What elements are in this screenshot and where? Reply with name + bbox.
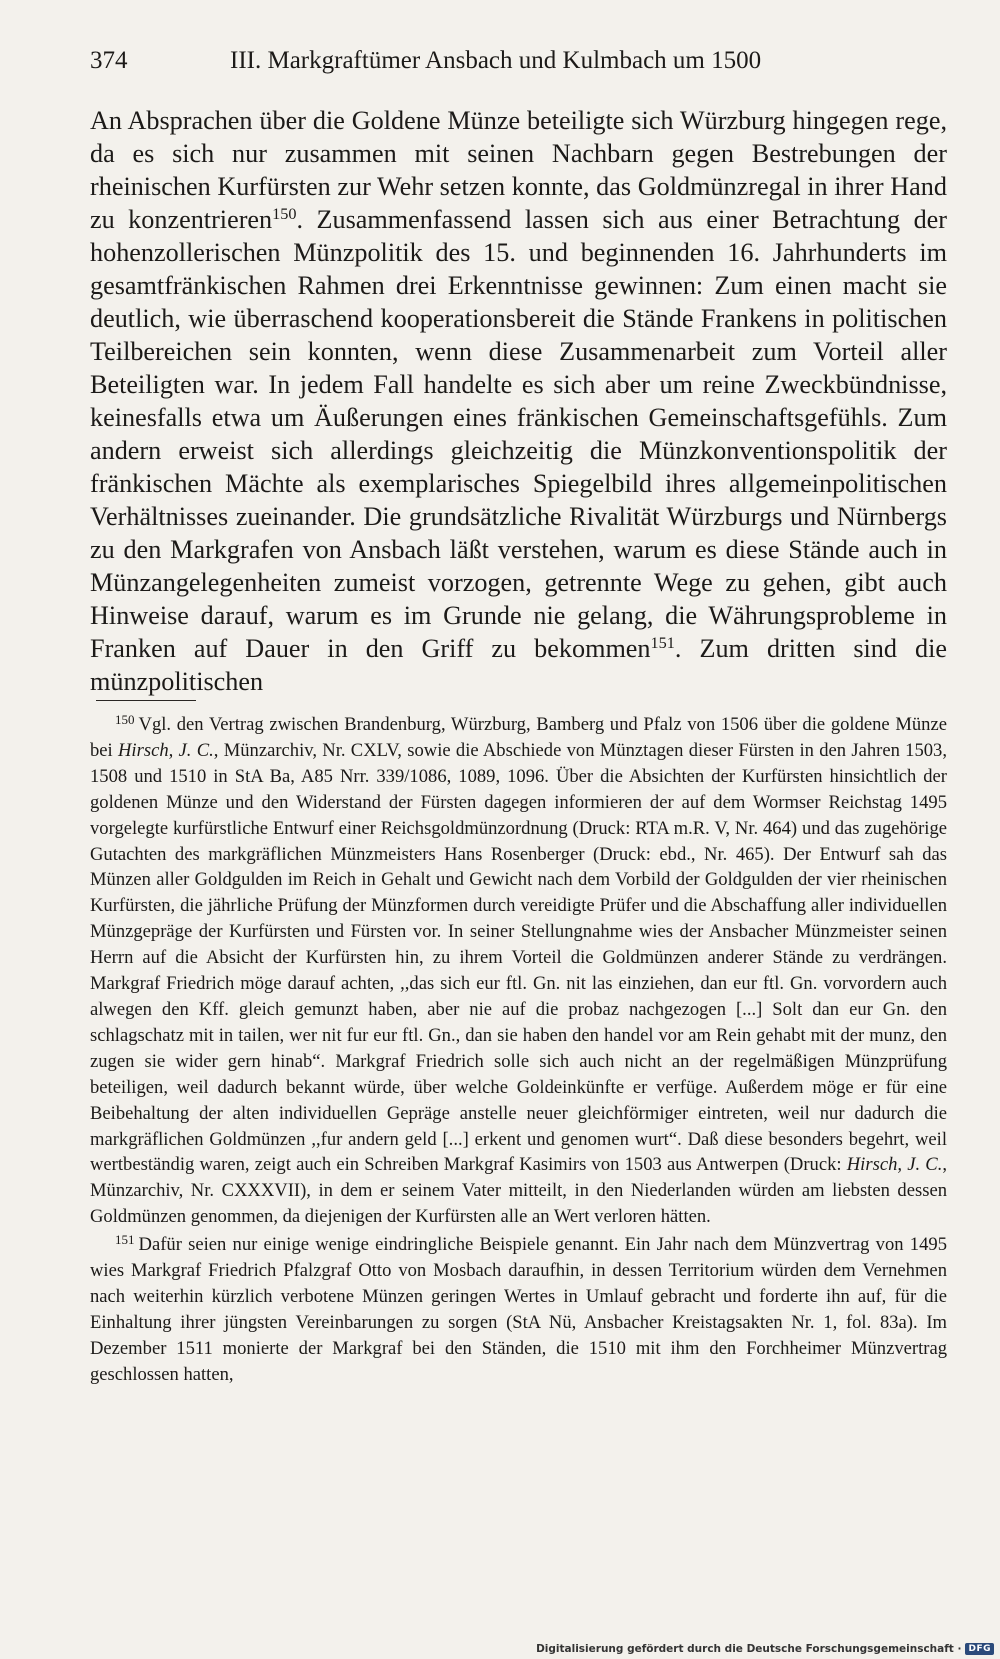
footnote-150 [90, 712, 947, 1230]
footnote-ref-151[interactable]: 151 [650, 634, 675, 653]
footnote-author: Hirsch, J. C. [846, 1154, 943, 1176]
digitization-note: Digitalisierung gefördert durch die Deutsche Forschungsgemeinschaft · [536, 1643, 962, 1655]
body-text-segment: . Zusammenfassend lassen sich aus einer Betrachtung der hohenzollerischen Münzpolitik des 15. und beginnenden 16. Jahrhunderts im gesamtfränkischen Rahmen drei Erkenntnisse gewinnen: Zum einen macht sie deutlich, wie überraschend kooperationsbereit die Stände Frankens in politischen Teilbereichen sein konnten, wenn diese Zusammenarbeit zum Vorteil aller Beteiligten war. In jedem Fall handelte es sich aber um reine Zweckbündnisse, keinesfalls etwa um Äußerungen eines fränkischen Gemeinschaftsgefühls. Zum andern erweist sich allerdings gleichzeitig die Münzkonventionspolitik der fränkischen Mächte als exemplarisches Spiegelbild ihres allgemeinpolitischen Verhältnisses zueinander. Die grundsätzliche Rivalität Würzburgs und Nürnbergs zu den Markgrafen von Ansbach läßt verstehen, warum es diese Stände auch in Münzangelegenheiten zumeist vorzogen, getrennte Wege zu gehen, gibt auch Hinweise darauf, warum es im Grunde nie gelang, die Währungsprobleme in Franken auf Dauer in den Griff zu bekommen [90, 205, 948, 663]
footnote-151 [90, 1232, 947, 1387]
footnotes [90, 712, 947, 1388]
footnote-number: 151 [115, 1232, 135, 1248]
running-header [90, 44, 920, 78]
page-number: 374 [90, 47, 128, 74]
footnote-ref-150[interactable]: 150 [272, 205, 297, 224]
footnote-author: Hirsch, J. C. [118, 739, 214, 761]
body-text-segment: . Zum dritten sind die münzpolitischen [90, 634, 947, 696]
footnote-text: , Münzarchiv, Nr. CXLV, sowie die Abschiede von Münztagen dieser Fürsten in den Jahren 1503, 1508 und 1510 in StA Ba, A85 Nrr. 339/1086, 1089, 1096. Über die Absichten der Kurfürsten hinsichtlich der goldenen Münze und den Widerstand der Fürsten dagegen informieren der auf dem Wormser Reichstag 1495 vorgelegte kurfürstliche Entwurf einer Reichsgoldmünzordnung (Druck: RTA m.R. V, Nr. 464) und das zugehörige Gutachten des markgräflichen Münzmeisters Hans Rosenberger (Druck: ebd., Nr. 465). Der Entwurf sah das Münzen aller Goldgulden im Reich in Gehalt und Gewicht nach dem Vorbild der Goldgulden der vier rheinischen Kurfürsten, die jährliche Prüfung der Münzformen durch vereidigte Prüfer und die Abschaffung aller individuellen Münzgepräge der Kurfürsten und Fürsten vor. In seiner Stellungnahme wies der Ansbacher Münzmeister seinen Herrn auf die Absicht der Kurfürsten hin, zu ihrem Vorteil die Goldmünzen anderer Stände zu verdrängen. Markgraf Friedrich möge darauf achten, ,,das sich eur ftl. Gn. nit las einziehen, dan eur ftl. Gn. vorvordern auch alwegen den Kff. gleich gemunzt haben, aber nie auf die probaz nachgezogen [...] Solt dan eur Gn. den schlagschatz mit in tailen, wer nit fur eur ftl. Gn., dan sie haben den handel vor am Rein gehabt mit der munz, den zugen sie wider gern hinab“. Markgraf Friedrich solle sich auch nicht an der regelmäßigen Münzprüfung beteiligen, weil dadurch bekannt würde, über welche Goldeinkünfte er verfüge. Außerdem möge er für eine Beibehaltung der alten individuellen Gepräge anstelle neuer gleichförmiger eintreten, weil nur dadurch die markgräflichen Goldmünzen ,,fur andern geld [...] erkent und genomen wurt“. Daß diese besonders begehrt, weil wertbeständig waren, zeigt auch ein Schreiben Markgraf Kasimirs von 1503 aus Antwerpen (Druck: [90, 739, 947, 1176]
footnote-text: Vgl. den Vertrag zwischen Brandenburg, Würzburg, Bamberg und Pfalz von 1506 über die goldene Münze bei [90, 714, 947, 761]
footnote-separator [96, 700, 196, 701]
main-text [90, 104, 947, 698]
body-paragraph [90, 104, 947, 698]
digitization-banner [536, 1643, 994, 1655]
running-title: III. Markgraftümer Ansbach und Kulmbach um 1500 [230, 47, 762, 74]
body-text-segment: An Absprachen über die Goldene Münze beteiligte sich Würzburg hingegen rege, da es sich nur zusammen mit seinen Nachbarn gegen Bestrebungen der rheinischen Kurfürsten zur Wehr setzen konnte, das Goldmünzregal in ihrer Hand zu konzentrieren [90, 106, 947, 234]
footnote-number: 150 [115, 712, 135, 728]
dfg-logo-icon: DFG [965, 1643, 994, 1655]
footnote-text: , Münzarchiv, Nr. CXXXVII), in dem er seinem Vater mitteilt, in den Niederlanden würden am liebsten dessen Goldmünzen genommen, da diejenigen der Kurfürsten alle an Wert verloren hätten. [90, 1154, 947, 1228]
footnote-text: Dafür seien nur einige wenige eindringliche Beispiele genannt. Ein Jahr nach dem Münzvertrag von 1495 wies Markgraf Friedrich Pfalzgraf Otto von Mosbach daraufhin, in dessen Territorium würden dem Vernehmen nach weiterhin kürzlich verbotene Münzen geringen Wertes in Umlauf gebracht und forderte ihn auf, für die Einhaltung ihrer jüngsten Vereinbarungen zu sorgen (StA Nü, Ansbacher Kreistagsakten Nr. 1, fol. 83a). Im Dezember 1511 monierte der Markgraf bei den Ständen, die 1510 mit ihm den Forchheimer Münzvertrag geschlossen hatten, [90, 1234, 947, 1385]
